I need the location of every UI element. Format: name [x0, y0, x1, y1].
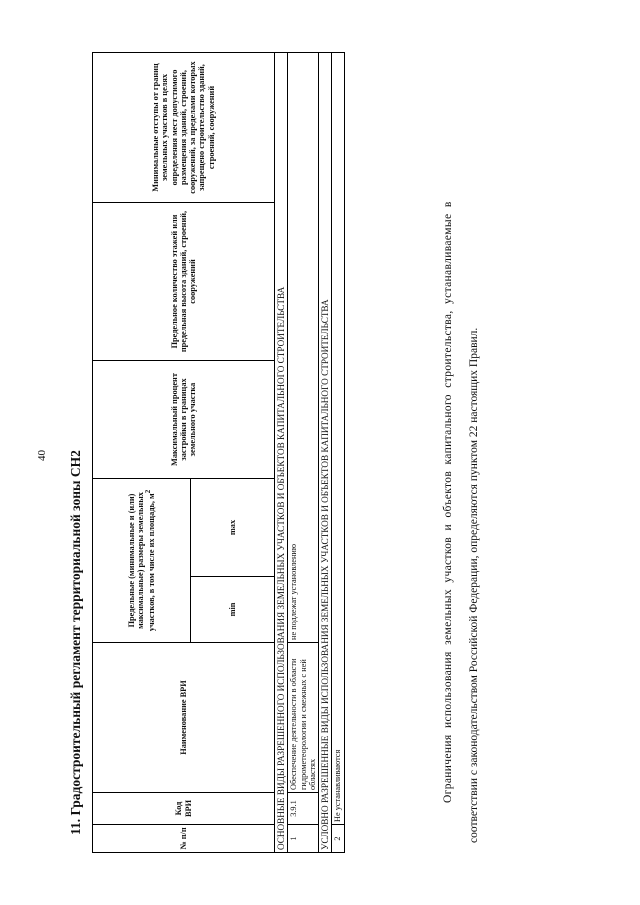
paragraph-line-1: Ограничения использования земельных участков и объектов капитального строительства, устанавливаемые в: [442, 201, 454, 803]
header-max: max: [191, 479, 275, 577]
header-code: Код ВРИ: [93, 793, 275, 825]
paragraph-line-2: соответствии с законодательством Российской Федерации, определяются пунктом 22 настоящих Правил.: [468, 327, 480, 843]
header-sizes: [93, 479, 191, 643]
header-floors: Предельное количество этажей или предельная высота зданий, строений, сооружений: [93, 203, 275, 361]
section-heading: 11. Градостроительный регламент территориальной зоны СН2: [68, 450, 83, 835]
section-main-label: ОСНОВНЫЕ ВИДЫ РАЗРЕШЕННОГО ИСПОЛЬЗОВАНИЯ ЗЕМЕЛЬНЫХ УЧАСТКОВ И ОБЪЕКТОВ КАПИТАЛЬНОГО СТРОИТЕЛЬСТВА: [275, 53, 288, 853]
row2-num: 2: [332, 825, 344, 853]
row2-text: Не устанавливаются: [332, 53, 344, 825]
header-sizes-text: Предельные (минимальные и (или) максимальные) размеры земельных участков, в том числе их площадь, м: [126, 492, 157, 632]
regulation-table: [92, 52, 345, 853]
row1-note: не подлежат установлению: [288, 53, 319, 643]
row1-name: Обеспечение деятельности в области гидрометеорологии и смежных с ней областях: [288, 643, 319, 793]
header-num: № п/п: [93, 825, 275, 853]
row1-code: 3.9.1: [288, 793, 319, 825]
row1-num: 1: [288, 825, 319, 853]
header-min: min: [191, 577, 275, 643]
page-number: 40: [36, 450, 48, 461]
section-conditional-label: УСЛОВНО РАЗРЕШЕННЫЕ ВИДЫ ИСПОЛЬЗОВАНИЯ ЗЕМЕЛЬНЫХ УЧАСТКОВ И ОБЪЕКТОВ КАПИТАЛЬНОГО СТРОИТЕЛЬСТВА: [319, 53, 332, 853]
header-name: Наименование ВРИ: [93, 643, 275, 793]
header-percent: Максимальный процент застройки в границах земельного участка: [93, 361, 275, 479]
header-sizes-sup: 2: [145, 489, 153, 494]
header-setbacks: Минимальные отступы от границ земельных участков в целях определения мест допустимого размещения зданий, строений, сооружений, за пределами которых запрещено строительство зданий, строений, сооружений: [93, 53, 275, 203]
